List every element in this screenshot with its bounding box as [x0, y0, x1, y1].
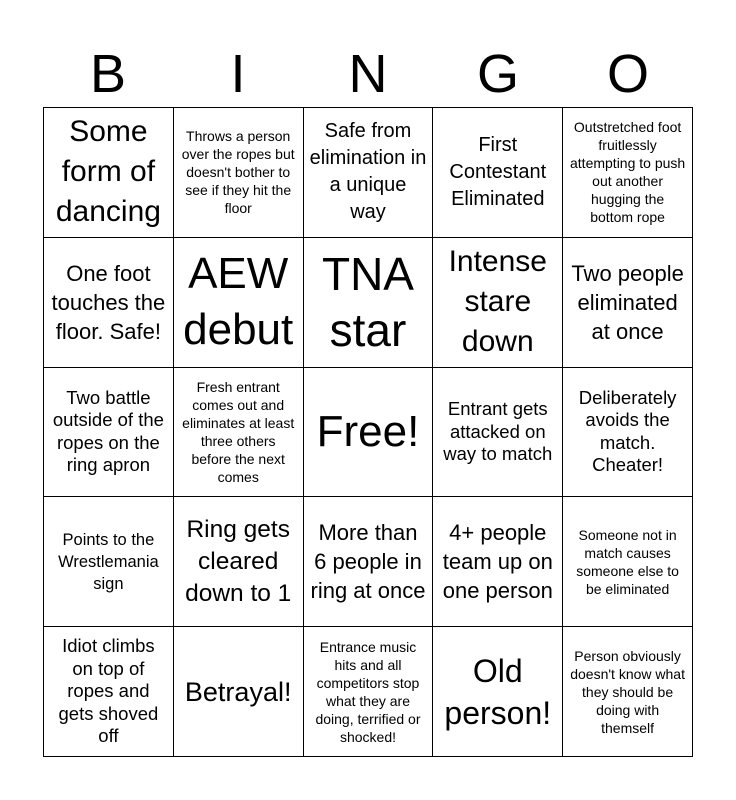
bingo-header [43, 40, 693, 108]
cell-text: Intense stare down [448, 245, 547, 359]
cell-text: First Contestant Eliminated [449, 133, 547, 210]
bingo-cell[interactable] [433, 368, 563, 498]
cell-text: Two people eliminated at once [571, 260, 684, 344]
bingo-cell[interactable] [433, 238, 563, 368]
cell-text: More than 6 people in ring at once [310, 520, 426, 604]
bingo-cell[interactable] [433, 497, 563, 627]
bingo-cell[interactable] [304, 238, 434, 368]
cell-text: Old person! [444, 652, 552, 731]
cell-text: 4+ people team up on one person [442, 520, 553, 604]
bingo-cell[interactable] [174, 108, 304, 238]
bingo-cell[interactable] [563, 627, 693, 757]
cell-text: Points to the Wrestlemania sign [58, 530, 159, 593]
header-letter-o: O [606, 44, 649, 104]
bingo-cell[interactable] [174, 368, 304, 498]
bingo-cell[interactable] [433, 627, 563, 757]
cell-text: Two battle outside of the ropes on the ring apron [52, 386, 164, 476]
bingo-cell[interactable] [44, 108, 174, 238]
cell-text: Outstretched foot fruitlessly attempting to push out another hugging the bottom rope [570, 119, 686, 226]
cell-text: Deliberately avoids the match. Cheater! [578, 386, 677, 476]
header-letter-n: N [348, 44, 388, 104]
bingo-cell-free[interactable] [304, 368, 434, 498]
header-letter-g: G [476, 44, 519, 104]
bingo-cell[interactable] [304, 497, 434, 627]
cell-text: Entrant gets attacked on way to match [443, 398, 553, 465]
bingo-cell[interactable] [563, 368, 693, 498]
header-letter-i: I [230, 44, 246, 104]
cell-text: AEW debut [183, 249, 294, 355]
cell-text: TNA star [321, 248, 414, 357]
cell-text: Safe from elimination in a unique way [309, 120, 427, 224]
bingo-cell[interactable] [304, 627, 434, 757]
cell-text: Person obviously doesn't know what they should be doing with themself [570, 647, 685, 736]
cell-text: Betrayal! [184, 676, 292, 707]
bingo-cell[interactable] [304, 108, 434, 238]
bingo-cell[interactable] [174, 238, 304, 368]
bingo-cell[interactable] [563, 497, 693, 627]
cell-text: Some form of dancing [55, 115, 161, 229]
cell-text: Entrance music hits and all competitors stop what they are doing, terrified or shocked! [315, 638, 421, 745]
bingo-cell[interactable] [563, 238, 693, 368]
free-space-text: Free! [316, 406, 420, 456]
bingo-cell[interactable] [44, 368, 174, 498]
bingo-cell[interactable] [44, 627, 174, 757]
bingo-cell[interactable] [563, 108, 693, 238]
bingo-cell[interactable] [174, 497, 304, 627]
cell-text: Throws a person over the ropes but doesn't bother to see if they hit the floor [181, 128, 295, 217]
cell-text: Idiot climbs on top of ropes and gets shoved off [58, 635, 159, 747]
cell-text: Ring gets cleared down to 1 [185, 515, 292, 607]
cell-text: Someone not in match causes someone else to be eliminated [576, 526, 679, 597]
bingo-cell[interactable] [174, 627, 304, 757]
cell-text: Fresh entrant comes out and eliminates at least three others before the next comes [182, 378, 295, 485]
bingo-card-grid [43, 107, 693, 757]
cell-text: One foot touches the floor. Safe! [51, 260, 166, 344]
bingo-cell[interactable] [44, 497, 174, 627]
bingo-cell[interactable] [433, 108, 563, 238]
bingo-cell[interactable] [44, 238, 174, 368]
header-letter-b: B [89, 44, 127, 104]
